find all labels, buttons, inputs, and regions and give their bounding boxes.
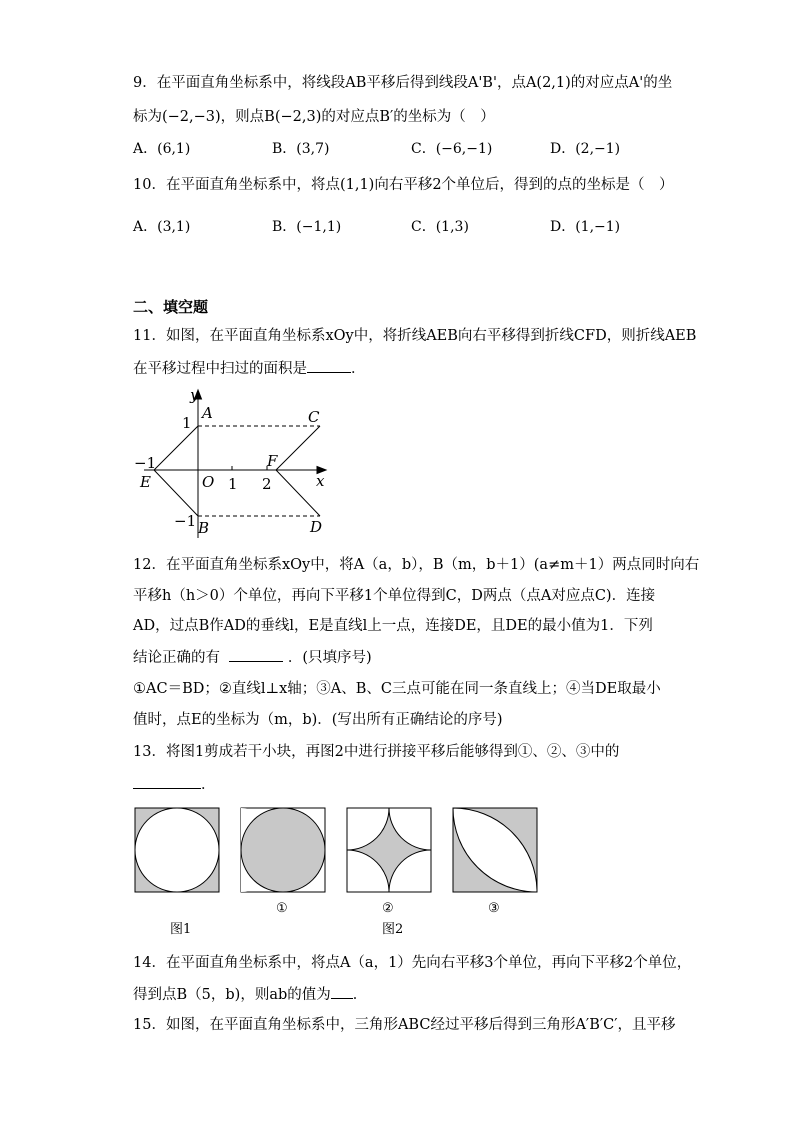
label-c: C <box>308 408 320 426</box>
q14-answer-blank[interactable] <box>331 984 353 999</box>
q14-line1: 14．在平面直角坐标系中，将点A（a，1）先向右平移3个单位，再向下平移2个单位， <box>133 955 692 971</box>
q14-line2-end: ． <box>352 987 368 1003</box>
q10-option-b: B．(−1,1) <box>272 219 342 235</box>
q10-option-c: C．(1,3) <box>411 219 469 235</box>
section-title-fill-blank: 二、填空题 <box>133 298 209 316</box>
label-b: B <box>198 519 210 537</box>
q9-line1: 9．在平面直角坐标系中，将线段AB平移后得到线段A'B'，点A(2,1)的对应点A'的坐 <box>133 75 673 91</box>
q13-figures <box>130 804 550 899</box>
caption-option-2: ② <box>382 901 394 916</box>
q11-line2 <box>133 358 366 379</box>
caption-option-1: ① <box>276 901 288 916</box>
q11-coordinate-figure <box>130 386 340 542</box>
q12-line6: 值时，点E的坐标为（m，b)．(写出所有正确结论的序号) <box>133 712 503 728</box>
q10-option-a: A．(3,1) <box>133 219 191 235</box>
q14-line2-text: 得到点B（5，b)，则ab的值为 <box>133 987 331 1003</box>
q10-line1: 10．在平面直角坐标系中，将点(1,1)向右平移2个单位后，得到的点的坐标是（ ） <box>133 177 674 193</box>
caption-figure-2: 图2 <box>382 922 404 937</box>
q13-answer-blank[interactable] <box>133 774 201 789</box>
polyline-aeb <box>154 426 198 516</box>
caption-option-3: ③ <box>488 901 500 916</box>
label-a: A <box>202 404 213 422</box>
label-f: F <box>267 452 278 470</box>
label-x-neg1: −1 <box>134 454 157 472</box>
q12-line4 <box>133 647 372 668</box>
q12-line1: 12．在平面直角坐标系xOy中，将A（a，b），B（m，b＋1）(a≠m＋1）两点同时向右 <box>133 557 700 573</box>
q9-line2: 标为(−2,−3)，则点B(−2,3)的对应点B′的坐标为（ ） <box>133 109 495 125</box>
label-x-2: 2 <box>262 475 272 493</box>
q9-option-a: A．(6,1) <box>133 141 191 157</box>
figure-option-2 <box>347 808 431 892</box>
q10-option-d: D．(1,−1) <box>550 219 621 235</box>
q13-line2-end: ． <box>201 777 216 793</box>
label-d: D <box>310 518 323 536</box>
figure-1-circle-in-square <box>135 808 219 892</box>
label-x-axis: x <box>316 472 325 490</box>
q15-line1: 15．如图，在平面直角坐标系中，三角形ABC经过平移后得到三角形A′B′C′，且平移 <box>133 1017 676 1033</box>
caption-figure-1: 图1 <box>170 922 192 937</box>
q9-option-b: B．(3,7) <box>272 141 330 157</box>
figure-option-1 <box>241 808 325 892</box>
label-y-neg1: −1 <box>174 512 197 530</box>
q12-line4-end: ．(只填序号) <box>287 650 372 666</box>
q11-line2-text: 在平移过程中扫过的面积是 <box>133 361 307 377</box>
q9-option-d: D．(2,−1) <box>550 141 621 157</box>
label-y-axis: y <box>190 386 199 404</box>
q12-line5: ①AC＝BD；②直线l⊥x轴；③A、B、C三点可能在同一条直线上；④当DE取最小 <box>133 681 661 697</box>
q13-line1: 13．将图1剪成若干小块，再图2中进行拼接平移后能够得到①、②、③中的 <box>133 744 620 760</box>
q12-line4-text: 结论正确的有 <box>133 650 220 666</box>
q12-line2: 平移h（h＞0）个单位，再向下平移1个单位得到C，D两点（点A对应点C)．连接 <box>133 588 656 604</box>
q12-answer-blank[interactable] <box>229 647 283 662</box>
q14-line2 <box>133 984 367 1005</box>
label-e: E <box>140 473 151 491</box>
q13-line2 <box>133 774 216 795</box>
label-x-1: 1 <box>228 475 238 493</box>
q11-answer-blank[interactable] <box>307 358 351 373</box>
polyline-cfd <box>276 426 320 516</box>
q9-option-c: C．(−6,−1) <box>411 141 493 157</box>
q12-line3: AD，过点B作AD的垂线l，E是直线l上一点，连接DE，且DE的最小值为1．下列 <box>133 618 653 634</box>
q11-line1: 11．如图，在平面直角坐标系xOy中，将折线AEB向右平移得到折线CFD，则折线AEB <box>133 328 697 344</box>
figure-option-3 <box>453 808 537 892</box>
label-y-1: 1 <box>182 414 192 432</box>
label-o: O <box>202 473 215 491</box>
q11-line2-end: ． <box>351 361 366 377</box>
